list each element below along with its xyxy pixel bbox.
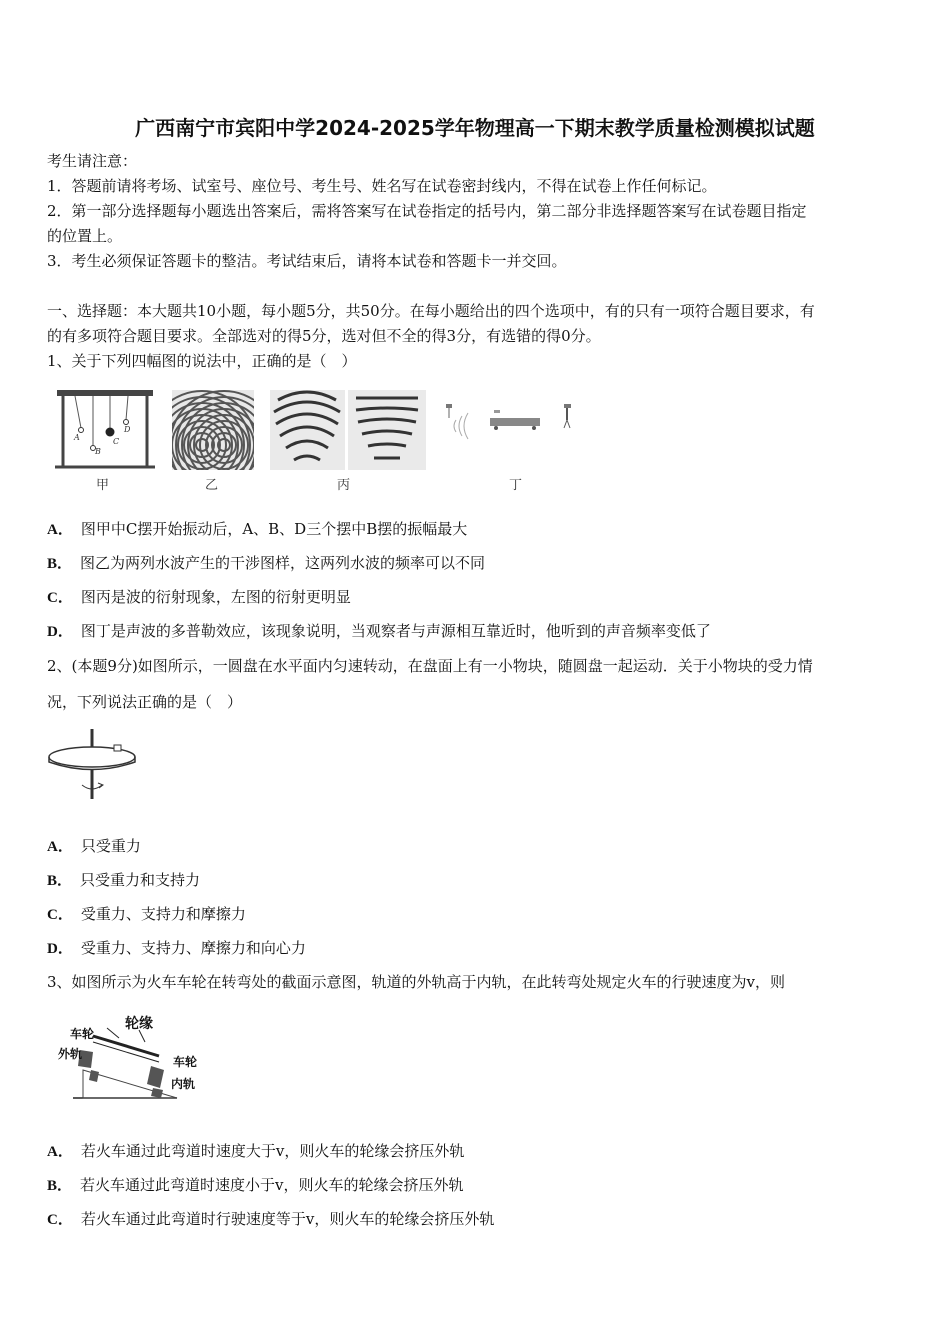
section-intro-line1: 一、选择题：本大题共10小题，每小题5分，共50分。在每小题给出的四个选项中，有的只有一项符合题目要求，有 xyxy=(47,302,815,320)
q1-stem: 1、关于下列四幅图的说法中，正确的是（ ） xyxy=(47,352,357,370)
q1-figure-label-bing: 丙 xyxy=(337,478,351,493)
q1-figure-label-ding: 丁 xyxy=(509,478,523,493)
q2-stem-line2: 况，下列说法正确的是（ ） xyxy=(47,693,243,711)
q2-option-c: C． 受重力、支持力和摩擦力 xyxy=(47,905,246,923)
q3-label-wheel-left: 车轮 xyxy=(70,1027,95,1041)
notice-item-2: 2．第一部分选择题每小题选出答案后，需将答案写在试卷指定的括号内，第二部分非选择题答案写在试卷题目指定 xyxy=(47,202,807,220)
q3-option-b: B． 若火车通过此弯道时速度小于v，则火车的轮缘会挤压外轨 xyxy=(47,1176,464,1194)
q1-figure-label-jia: 甲 xyxy=(96,478,110,493)
notice-item-3: 3．考生必须保证答题卡的整洁。考试结束后，请将本试卷和答题卡一并交回。 xyxy=(47,252,567,270)
pendulum-label-d: D xyxy=(124,425,131,434)
q3-label-inner-rail: 内轨 xyxy=(171,1077,196,1091)
q1-figure-label-yi: 乙 xyxy=(205,478,219,493)
q3-stem: 3、如图所示为火车车轮在转弯处的截面示意图，轨道的外轨高于内轨，在此转弯处规定火车的行驶速度为v，则 xyxy=(47,973,786,991)
q2-option-a: A． 只受重力 xyxy=(47,837,141,855)
notice-heading: 考生请注意： xyxy=(47,152,138,170)
page-title: 广西南宁市宾阳中学2024-2025学年物理高一下期末教学质量检测模拟试题 xyxy=(135,116,815,140)
pendulum-label-a: A xyxy=(74,433,80,442)
q1-option-a: A． 图甲中C摆开始振动后，A、B、D三个摆中B摆的振幅最大 xyxy=(47,520,468,538)
section-intro-line2: 的有多项符合题目要求。全部选对的得5分，选对但不全的得3分，有选错的得0分。 xyxy=(47,327,601,345)
q2-figure-rotating-disc xyxy=(46,727,142,803)
pendulum-label-c: C xyxy=(113,437,120,446)
q1-figure-doppler xyxy=(442,398,588,448)
q3-label-wheel-right: 车轮 xyxy=(173,1055,198,1069)
notice-item-2-cont: 的位置上。 xyxy=(47,227,123,245)
q1-figure-pendulum xyxy=(55,388,155,470)
q2-option-d: D． 受重力、支持力、摩擦力和向心力 xyxy=(47,939,306,957)
q3-option-a: A． 若火车通过此弯道时速度大于v，则火车的轮缘会挤压外轨 xyxy=(47,1142,465,1160)
q3-option-c: C． 若火车通过此弯道时行驶速度等于v，则火车的轮缘会挤压外轨 xyxy=(47,1210,495,1228)
q3-label-outer-rail: 外轨 xyxy=(58,1047,83,1061)
q1-option-b: B． 图乙为两列水波产生的干涉图样，这两列水波的频率可以不同 xyxy=(47,554,486,572)
q3-label-rim: 轮缘 xyxy=(125,1016,153,1032)
q1-figure-interference xyxy=(172,390,254,470)
q1-option-d: D． 图丁是声波的多普勒效应，该现象说明，当观察者与声源相互靠近时，他听到的声音频率变低了 xyxy=(47,622,711,640)
q2-stem-line1: 2、(本题9分)如图所示，一圆盘在水平面内匀速转动，在盘面上有一小物块，随圆盘一起运动．关于小物块的受力情 xyxy=(47,657,813,675)
pendulum-label-b: B xyxy=(95,447,101,456)
q1-option-c: C． 图丙是波的衍射现象，左图的衍射更明显 xyxy=(47,588,351,606)
q2-option-b: B． 只受重力和支持力 xyxy=(47,871,201,889)
q3-figure-train-wheel xyxy=(55,1010,205,1102)
q1-figure-diffraction xyxy=(270,390,426,470)
notice-item-1: 1．答题前请将考场、试室号、座位号、考生号、姓名写在试卷密封线内，不得在试卷上作任何标记。 xyxy=(47,177,717,195)
